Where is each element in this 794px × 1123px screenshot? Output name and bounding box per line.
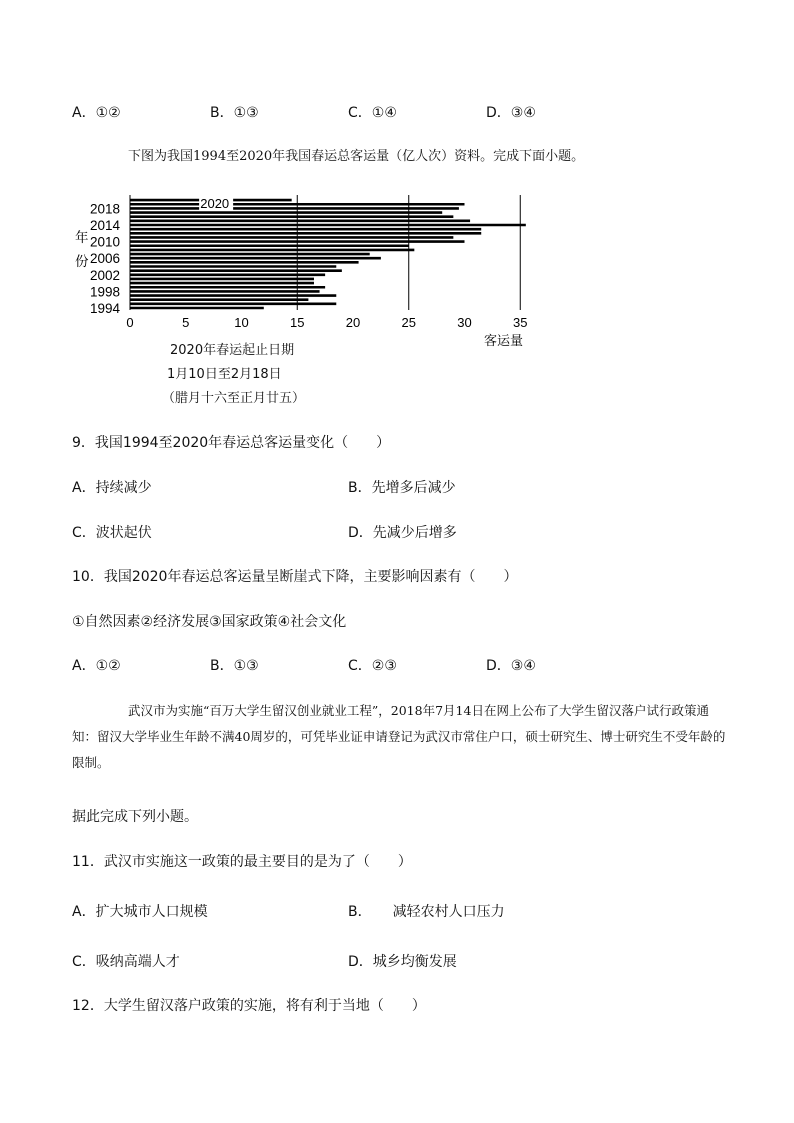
q9-option-b: B．先增多后减少 — [348, 480, 456, 496]
x-tick-5: 5 — [182, 315, 190, 330]
q10-option-d: D．③④ — [486, 658, 536, 674]
q11-option-d: D．城乡均衡发展 — [348, 954, 457, 970]
y-tick-1998: 1998 — [90, 284, 121, 300]
y-tick-2010: 2010 — [90, 234, 121, 250]
q9-option-c: C．波状起伏 — [72, 525, 152, 541]
q9-option-d: D．先减少后增多 — [348, 525, 457, 541]
x-tick-15: 15 — [290, 315, 305, 330]
x-tick-30: 30 — [457, 315, 472, 330]
passage-followup: 据此完成下列小题。 — [72, 809, 198, 825]
chart-note-lunar: （腊月十六至正月廿五） — [162, 391, 306, 406]
x-tick-10: 10 — [234, 315, 249, 330]
y-axis-label-2: 份 — [75, 254, 89, 270]
chart-note-title: 2020年春运起止日期 — [170, 343, 295, 358]
y-tick-2002: 2002 — [90, 267, 121, 283]
q8-option-b: B．①③ — [210, 105, 259, 121]
q10-question: 10．我国2020年春运总客运量呈断崖式下降，主要影响因素有（ ） — [72, 569, 518, 585]
y-tick-2006: 2006 — [90, 251, 121, 267]
x-tick-20: 20 — [345, 315, 361, 330]
q10-option-b: B．①③ — [210, 658, 259, 674]
q11-option-c: C．吸纳高端人才 — [72, 954, 180, 970]
q10-factors: ①自然因素②经济发展③国家政策④社会文化 — [72, 614, 347, 630]
y-tick-2018: 2018 — [90, 201, 121, 217]
chart-intro: 下图为我国1994至2020年我国春运总客运量（亿人次）资料。完成下面小题。 — [128, 149, 585, 164]
q12-question: 12．大学生留汉落户政策的实施，将有利于当地（ ） — [72, 998, 426, 1014]
q10-option-a: A．①② — [72, 658, 121, 674]
q8-option-a: A．①② — [72, 105, 121, 121]
x-tick-25: 25 — [401, 315, 416, 330]
q10-option-c: C．②③ — [348, 658, 397, 674]
q11-question: 11．武汉市实施这一政策的最主要目的是为了（ ） — [72, 854, 412, 870]
x-tick-35: 35 — [513, 315, 528, 330]
q9-question: 9．我国1994至2020年春运总客运量变化（ ） — [72, 435, 391, 451]
wuhan-passage: 武汉市为实施“百万大学生留汉创业就业工程”，2018年7月14日在网上公布了大学生留汉落户试行政策通知：留汉大学毕业生年龄不满40周岁的，可凭毕业证申请登记为武汉市常住户口，硕士研究生、博士研究生不受年龄的限制。 — [72, 703, 726, 770]
y-tick-2014: 2014 — [90, 218, 121, 233]
q11-option-a: A．扩大城市人口规模 — [72, 904, 208, 920]
chart-note-dates: 1月10日至2月18日 — [167, 367, 282, 382]
y-axis-label-1: 年 — [75, 230, 89, 246]
annotation-2020: 2020 — [200, 196, 230, 211]
y-tick-1994: 1994 — [90, 301, 121, 316]
x-tick-0: 0 — [126, 315, 134, 330]
q8-option-d: D．③④ — [486, 105, 536, 121]
q9-option-a: A．持续减少 — [72, 480, 152, 496]
x-axis-label: 客运量 — [484, 334, 524, 349]
q11-option-b: B． 减轻农村人口压力 — [348, 904, 505, 920]
passenger-volume-chart — [60, 190, 540, 350]
q8-option-c: C．①④ — [348, 105, 397, 121]
